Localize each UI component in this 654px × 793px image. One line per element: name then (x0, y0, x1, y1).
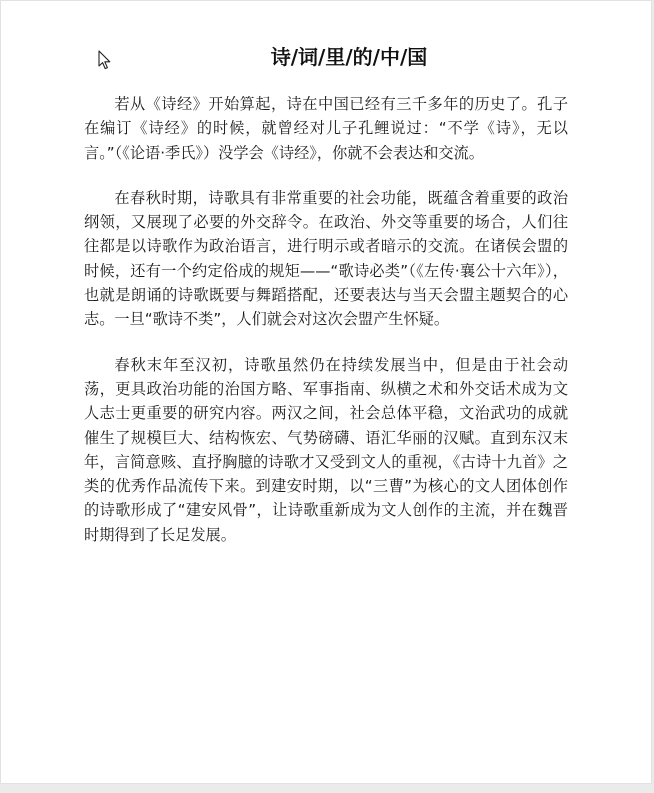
document-title: 诗/词/里/的/中/国 (270, 45, 428, 69)
paragraph-2: 在春秋时期，诗歌具有非常重要的社会功能，既蕴含着重要的政治纲领，又展现了必要的外交辞令。在政治、外交等重要的场合，人们往往都是以诗歌作为政治语言，进行明示或者暗示的交流。在诸侯会盟的时候，还有一个约定俗成的规矩——“歌诗必类”（《左传·襄公十六年》），也就是朗诵的诗歌既要与舞蹈搭配，还要表达与当天会盟主题契合的心志。一旦“歌诗不类”，人们就会对这次会盟产生怀疑。 (84, 188, 568, 329)
document-body (84, 92, 568, 568)
paragraph-3: 春秋末年至汉初，诗歌虽然仍在持续发展当中，但是由于社会动荡，更具政治功能的治国方略、军事指南、纵横之术和外交话术成为文人志士更重要的研究内容。两汉之间，社会总体平稳，文治武功的成就催生了规模巨大、结构恢宏、气势磅礴、语汇华丽的汉赋。直到东汉末年，言简意赅、直抒胸臆的诗歌才又受到文人的重视，《古诗十九首》之类的优秀作品流传下来。到建安时期，以“三曹”为核心的文人团体创作的诗歌形成了“建安风骨”，让诗歌重新成为文人创作的主流，并在魏晋时期得到了长足发展。 (84, 355, 568, 544)
paragraph-1: 若从《诗经》开始算起，诗在中国已经有三千多年的历史了。孔子在编订《诗经》的时候，就曾经对儿子孔鲤说过：“不学《诗》，无以言。”（《论语·季氏》）没学会《诗经》，你就不会表达和交流。 (84, 95, 568, 162)
